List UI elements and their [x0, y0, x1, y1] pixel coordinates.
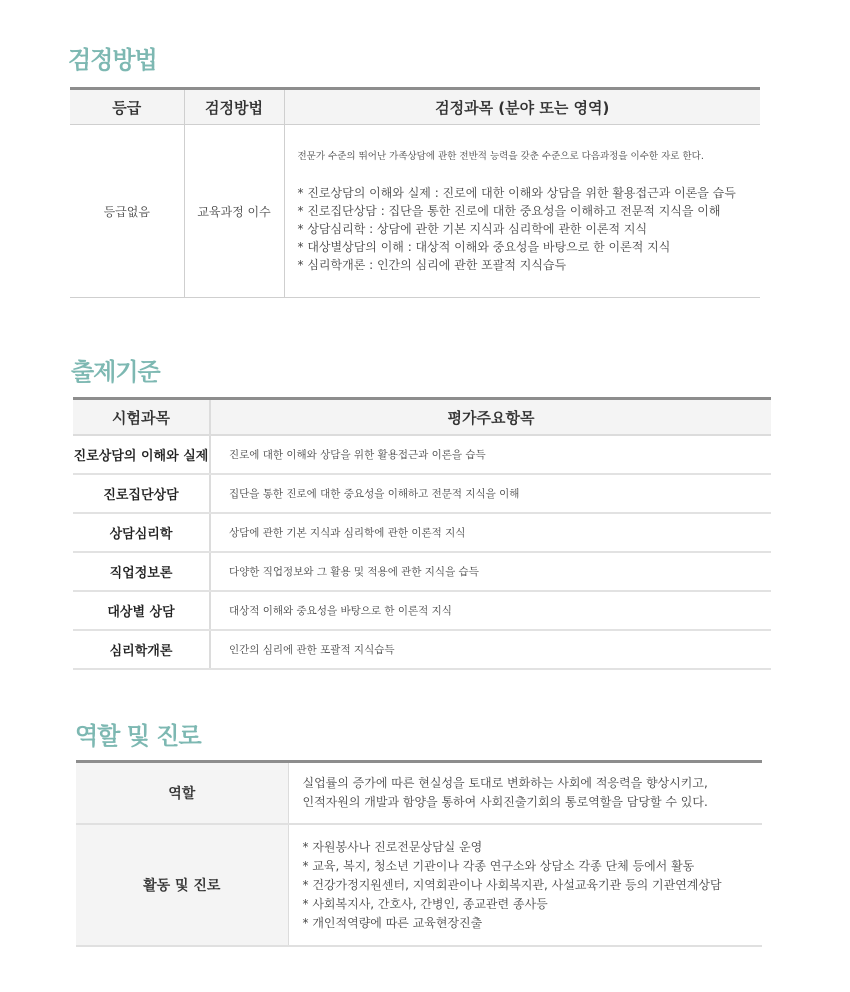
career-list: [303, 838, 762, 933]
section-title-roles: 역할 및 진로: [75, 722, 201, 750]
table-row: [73, 435, 771, 474]
header-exam-subject: 시험과목: [73, 399, 210, 436]
header-grade: 등급: [70, 89, 184, 125]
list-item: * 상담심리학 : 상담에 관한 기본 지식과 심리학에 관한 이론적 지식: [298, 220, 755, 238]
exam-subject: 대상별 상담: [73, 591, 210, 630]
header-evaluation-items: 평가주요항목: [210, 399, 771, 436]
method-cell: 교육과정 이수: [184, 125, 284, 298]
evaluation-item: 진로에 대한 이해와 상담을 위한 활용접근과 이론을 습득: [210, 435, 771, 474]
table-row: [70, 125, 760, 298]
evaluation-item: 다양한 직업정보와 그 활용 및 적용에 관한 지식을 습득: [210, 552, 771, 591]
list-item: * 심리학개론 : 인간의 심리에 관한 포괄적 지식습득: [298, 256, 755, 274]
role-text-line: 인적자원의 개발과 함양을 통하여 사회진출기회의 통로역할을 담당할 수 있다.: [302, 795, 708, 809]
role-text-cell: [288, 762, 762, 825]
exam-subject: 직업정보론: [73, 552, 210, 591]
method-table: [70, 87, 760, 298]
list-item: * 자원봉사나 진로전문상담실 운영: [303, 838, 762, 857]
subjects-cell: [284, 125, 760, 298]
roles-table: [76, 760, 762, 947]
table-row: [73, 513, 771, 552]
career-cell: [288, 824, 762, 946]
role-text-line: 실업률의 증가에 따른 현실성을 토대로 변화하는 사회에 적응력을 향상시키고,: [302, 776, 708, 790]
role-label: 역할: [76, 762, 288, 825]
list-item: * 사회복지사, 간호사, 간병인, 종교관련 종사등: [303, 895, 762, 914]
list-item: * 개인적역량에 따른 교육현장진출: [303, 914, 762, 933]
method-table-header: [70, 89, 760, 125]
table-row: [76, 762, 762, 825]
table-row: [73, 474, 771, 513]
list-item: * 진로상담의 이해와 실제 : 진로에 대한 이해와 상담을 위한 활용접근과 이론을 습득: [298, 184, 755, 202]
list-item: * 대상별상담의 이해 : 대상적 이해와 중요성을 바탕으로 한 이론적 지식: [298, 238, 755, 256]
criteria-table-header: [73, 399, 771, 436]
header-method: 검정방법: [184, 89, 284, 125]
exam-subject: 진로상담의 이해와 실제: [73, 435, 210, 474]
table-row: [76, 824, 762, 946]
method-intro: 전문가 수준의 뛰어난 가족상담에 관한 전반적 능력을 갖춘 수준으로 다음과정을 이수한 자로 한다.: [297, 151, 704, 162]
header-subjects: 검정과목 (분야 또는 영역): [284, 89, 760, 125]
table-row: [73, 591, 771, 630]
exam-subject: 진로집단상담: [73, 474, 210, 513]
evaluation-item: 인간의 심리에 관한 포괄적 지식습득: [210, 630, 771, 669]
evaluation-item: 대상적 이해와 중요성을 바탕으로 한 이론적 지식: [210, 591, 771, 630]
table-row: [73, 630, 771, 669]
subject-list: [298, 184, 755, 274]
exam-subject: 상담심리학: [73, 513, 210, 552]
evaluation-item: 집단을 통한 진로에 대한 중요성을 이해하고 전문적 지식을 이해: [210, 474, 771, 513]
table-row: [73, 552, 771, 591]
list-item: * 교육, 복지, 청소년 기관이나 각종 연구소와 상담소 각종 단체 등에서 활동: [303, 857, 762, 876]
list-item: * 건강가정지원센터, 지역회관이나 사회복지관, 사설교육기관 등의 기관연계상담: [303, 876, 762, 895]
list-item: * 진로집단상담 : 집단을 통한 진로에 대한 중요성을 이해하고 전문적 지식을 이해: [298, 202, 755, 220]
criteria-table: [73, 397, 771, 670]
career-label: 활동 및 진로: [76, 824, 288, 946]
grade-cell: 등급없음: [70, 125, 184, 298]
evaluation-item: 상담에 관한 기본 지식과 심리학에 관한 이론적 지식: [210, 513, 771, 552]
exam-subject: 심리학개론: [73, 630, 210, 669]
section-title-criteria: 출제기준: [71, 358, 160, 386]
section-title-method: 검정방법: [68, 46, 157, 74]
